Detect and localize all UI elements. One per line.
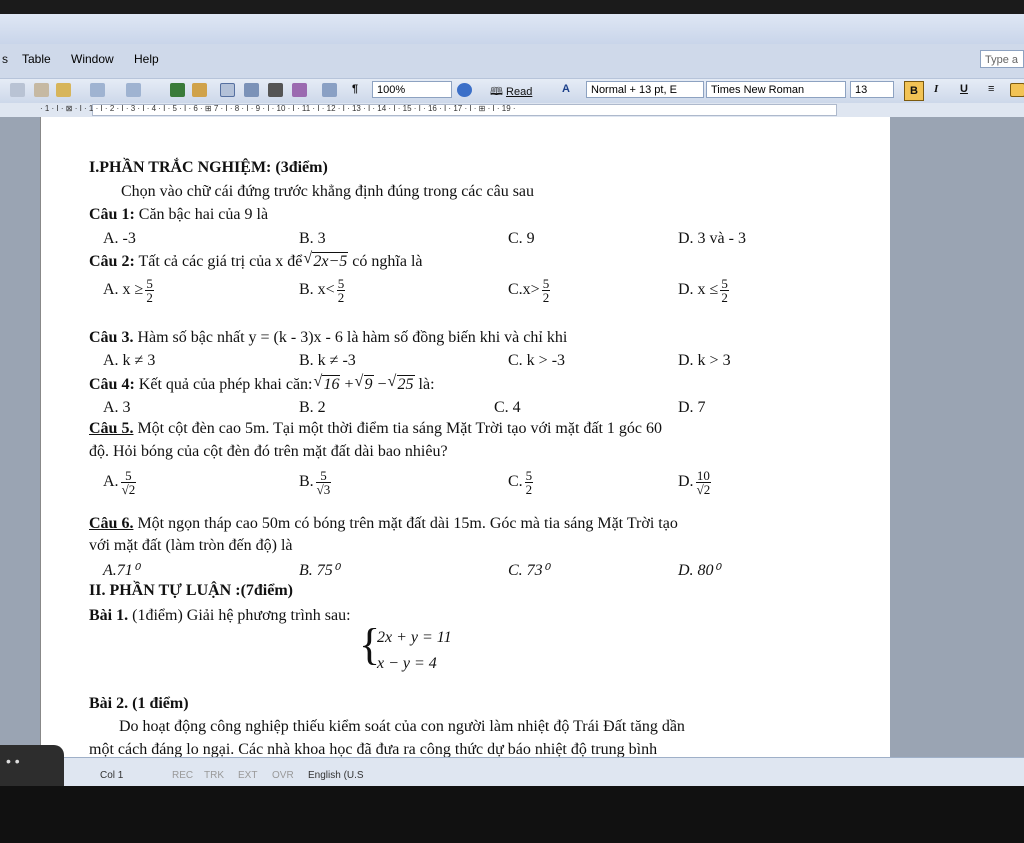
q3-option-b: B. k ≠ -3 <box>299 352 356 369</box>
horizontal-ruler[interactable] <box>0 103 1024 117</box>
italic-button[interactable]: I <box>934 83 939 95</box>
q6-question: Câu 6. Một ngọn tháp cao 50m có bóng trên mặt đất dài 15m. Góc mà tia sáng Mặt Trời tạo <box>89 515 678 532</box>
q6-option-a: A.71⁰ <box>103 562 140 579</box>
bai2-paragraph-line2: một cách đáng lo ngại. Các nhà khoa học đã đưa ra công thức dự báo nhiệt độ trung bình <box>89 741 658 757</box>
q3-option-c: C. k > -3 <box>508 352 566 369</box>
zoom-select[interactable]: 100% <box>372 81 452 98</box>
q1-option-a: A. -3 <box>103 230 136 247</box>
status-col: Col 1 <box>100 770 124 781</box>
screen-bottom-bezel <box>0 786 1024 843</box>
status-language[interactable]: English (U.S <box>308 770 364 781</box>
q4-option-a: A. 3 <box>103 399 131 416</box>
search-box[interactable]: Type a <box>980 50 1024 68</box>
align-left-icon[interactable]: ≡ <box>988 83 995 95</box>
q2-option-c: C.x> $\frac{5}{2}$ <box>508 276 550 305</box>
q2-option-b: B. x< $\frac{5}{2}$ <box>299 276 345 305</box>
q3-option-a: A. k ≠ 3 <box>103 352 156 369</box>
q5-question-cont: độ. Hỏi bóng của cột đèn đó trên mặt đất dài bao nhiêu? <box>89 443 448 460</box>
status-rec[interactable]: REC <box>172 770 194 781</box>
underline-button[interactable]: U <box>960 83 968 95</box>
status-ovr[interactable]: OVR <box>272 770 294 781</box>
status-trk[interactable]: TRK <box>204 770 224 781</box>
hyperlink-icon[interactable] <box>170 83 185 97</box>
read-label: Read <box>506 86 533 98</box>
sqrt-expression: √ 2x−5 <box>312 252 348 271</box>
document-workspace <box>0 117 1024 757</box>
read-button[interactable] <box>490 83 532 102</box>
document-map-icon[interactable] <box>322 83 337 97</box>
font-select[interactable]: Times New Roman <box>706 81 846 98</box>
style-select[interactable]: Normal + 13 pt, E <box>586 81 704 98</box>
menu-table[interactable]: Table <box>22 52 51 66</box>
q2-option-a: A. x ≥ $\frac{5}{2}$ <box>103 276 153 305</box>
q5-question: Câu 5. Một cột đèn cao 5m. Tại một thời điểm tia sáng Mặt Trời tạo với mặt đất 1 góc 60 <box>89 420 663 437</box>
paste-icon[interactable] <box>34 83 49 97</box>
bai2-title: Bài 2. (1 điểm) <box>89 695 189 712</box>
q3-question: Câu 3. Hàm số bậc nhất y = (k - 3)x - 6 là hàm số đồng biến khi và chỉ khi <box>89 329 568 346</box>
screen-top-bezel <box>0 0 1024 14</box>
instruction: Chọn vào chữ cái đứng trước khẳng định đúng trong các câu sau <box>121 183 535 200</box>
formatting-toolbar <box>0 78 1024 104</box>
tables-borders-icon[interactable] <box>192 83 207 97</box>
q5-option-a: A. $\frac{5}{√2}$ <box>103 468 136 497</box>
q4-option-b: B. 2 <box>299 399 326 416</box>
q5-option-c: C. $\frac{5}{2}$ <box>508 468 533 497</box>
q4-option-c: C. 4 <box>494 399 521 416</box>
section2-title: II. PHẦN TỰ LUẬN :(7điểm) <box>89 582 293 599</box>
format-painter-icon[interactable] <box>56 83 71 97</box>
insert-table-icon[interactable] <box>220 83 235 97</box>
status-bar <box>0 757 1024 786</box>
redo-icon[interactable] <box>126 83 141 97</box>
q1-question: Câu 1: Căn bậc hai của 9 là <box>89 206 269 223</box>
styles-pane-icon[interactable]: A <box>562 83 570 95</box>
status-ext[interactable]: EXT <box>238 770 258 781</box>
drawing-icon[interactable] <box>292 83 307 97</box>
bai2-paragraph-line1: Do hoạt động công nghiệp thiếu kiểm soát của con người làm nhiệt độ Trái Đất tăng dần <box>119 718 685 735</box>
menu-fragment: s <box>2 52 8 66</box>
undo-icon[interactable] <box>90 83 105 97</box>
word-window <box>0 14 1024 786</box>
more-dots-icon[interactable]: • • <box>6 753 20 769</box>
justify-icon[interactable] <box>1010 83 1024 97</box>
q1-option-d: D. 3 và - 3 <box>678 230 746 247</box>
ruler-labels: · 1 · I · ⊠ · I · 1 · I · 2 · I · 3 · I · 4 · I · 5 · I · 6 · ⊞ 7 · I · 8 · I · 9 · I · 10 · I · 11 · I · 12 · I · 13 · I · 14 · I · 15 · I · 16 · I · 17 · I · ⊞ · I · 19 · <box>40 104 516 113</box>
section1-title: I.PHẦN TRẮC NGHIỆM: (3điểm) <box>89 159 328 176</box>
read-icon: 🕮 <box>490 86 507 98</box>
q2-option-d: D. x ≤ $\frac{5}{2}$ <box>678 276 728 305</box>
bai1: Bài 1. (1điểm) Giải hệ phương trình sau: <box>89 607 351 624</box>
q5-option-d: D. $\frac{10}{√2}$ <box>678 468 711 497</box>
equation-2: x − y = 4 <box>377 655 437 672</box>
q1-option-b: B. 3 <box>299 230 326 247</box>
font-size-select[interactable]: 13 <box>850 81 894 98</box>
menu-help[interactable]: Help <box>134 52 159 66</box>
q1-option-c: C. 9 <box>508 230 535 247</box>
columns-icon[interactable] <box>268 83 283 97</box>
show-hide-icon[interactable]: ¶ <box>352 83 359 95</box>
equation-brace: { <box>359 620 381 669</box>
q6-question-cont: với mặt đất (làm tròn đến độ) là <box>89 537 293 554</box>
menu-window[interactable]: Window <box>71 52 114 66</box>
permission-icon[interactable] <box>10 83 25 97</box>
q4-question: Câu 4: Kết quả của phép khai căn: √ 16 + √ 9 − √ 25 là: <box>89 375 435 394</box>
q4-option-d: D. 7 <box>678 399 706 416</box>
insert-excel-icon[interactable] <box>244 83 259 97</box>
q5-option-b: B. $\frac{5}{√3}$ <box>299 468 331 497</box>
bold-button[interactable]: B <box>904 81 924 101</box>
q3-option-d: D. k > 3 <box>678 352 731 369</box>
document-page[interactable] <box>40 117 892 757</box>
equation-1: 2x + y = 11 <box>377 629 452 646</box>
right-margin-area <box>890 117 1024 757</box>
q6-option-d: D. 80⁰ <box>678 562 720 579</box>
q6-option-b: B. 75⁰ <box>299 562 340 579</box>
q6-option-c: C. 73⁰ <box>508 562 550 579</box>
q2-question: Câu 2: Tất cả các giá trị của x để √ 2x−5 có nghĩa là <box>89 252 423 271</box>
help-icon[interactable] <box>457 83 472 97</box>
